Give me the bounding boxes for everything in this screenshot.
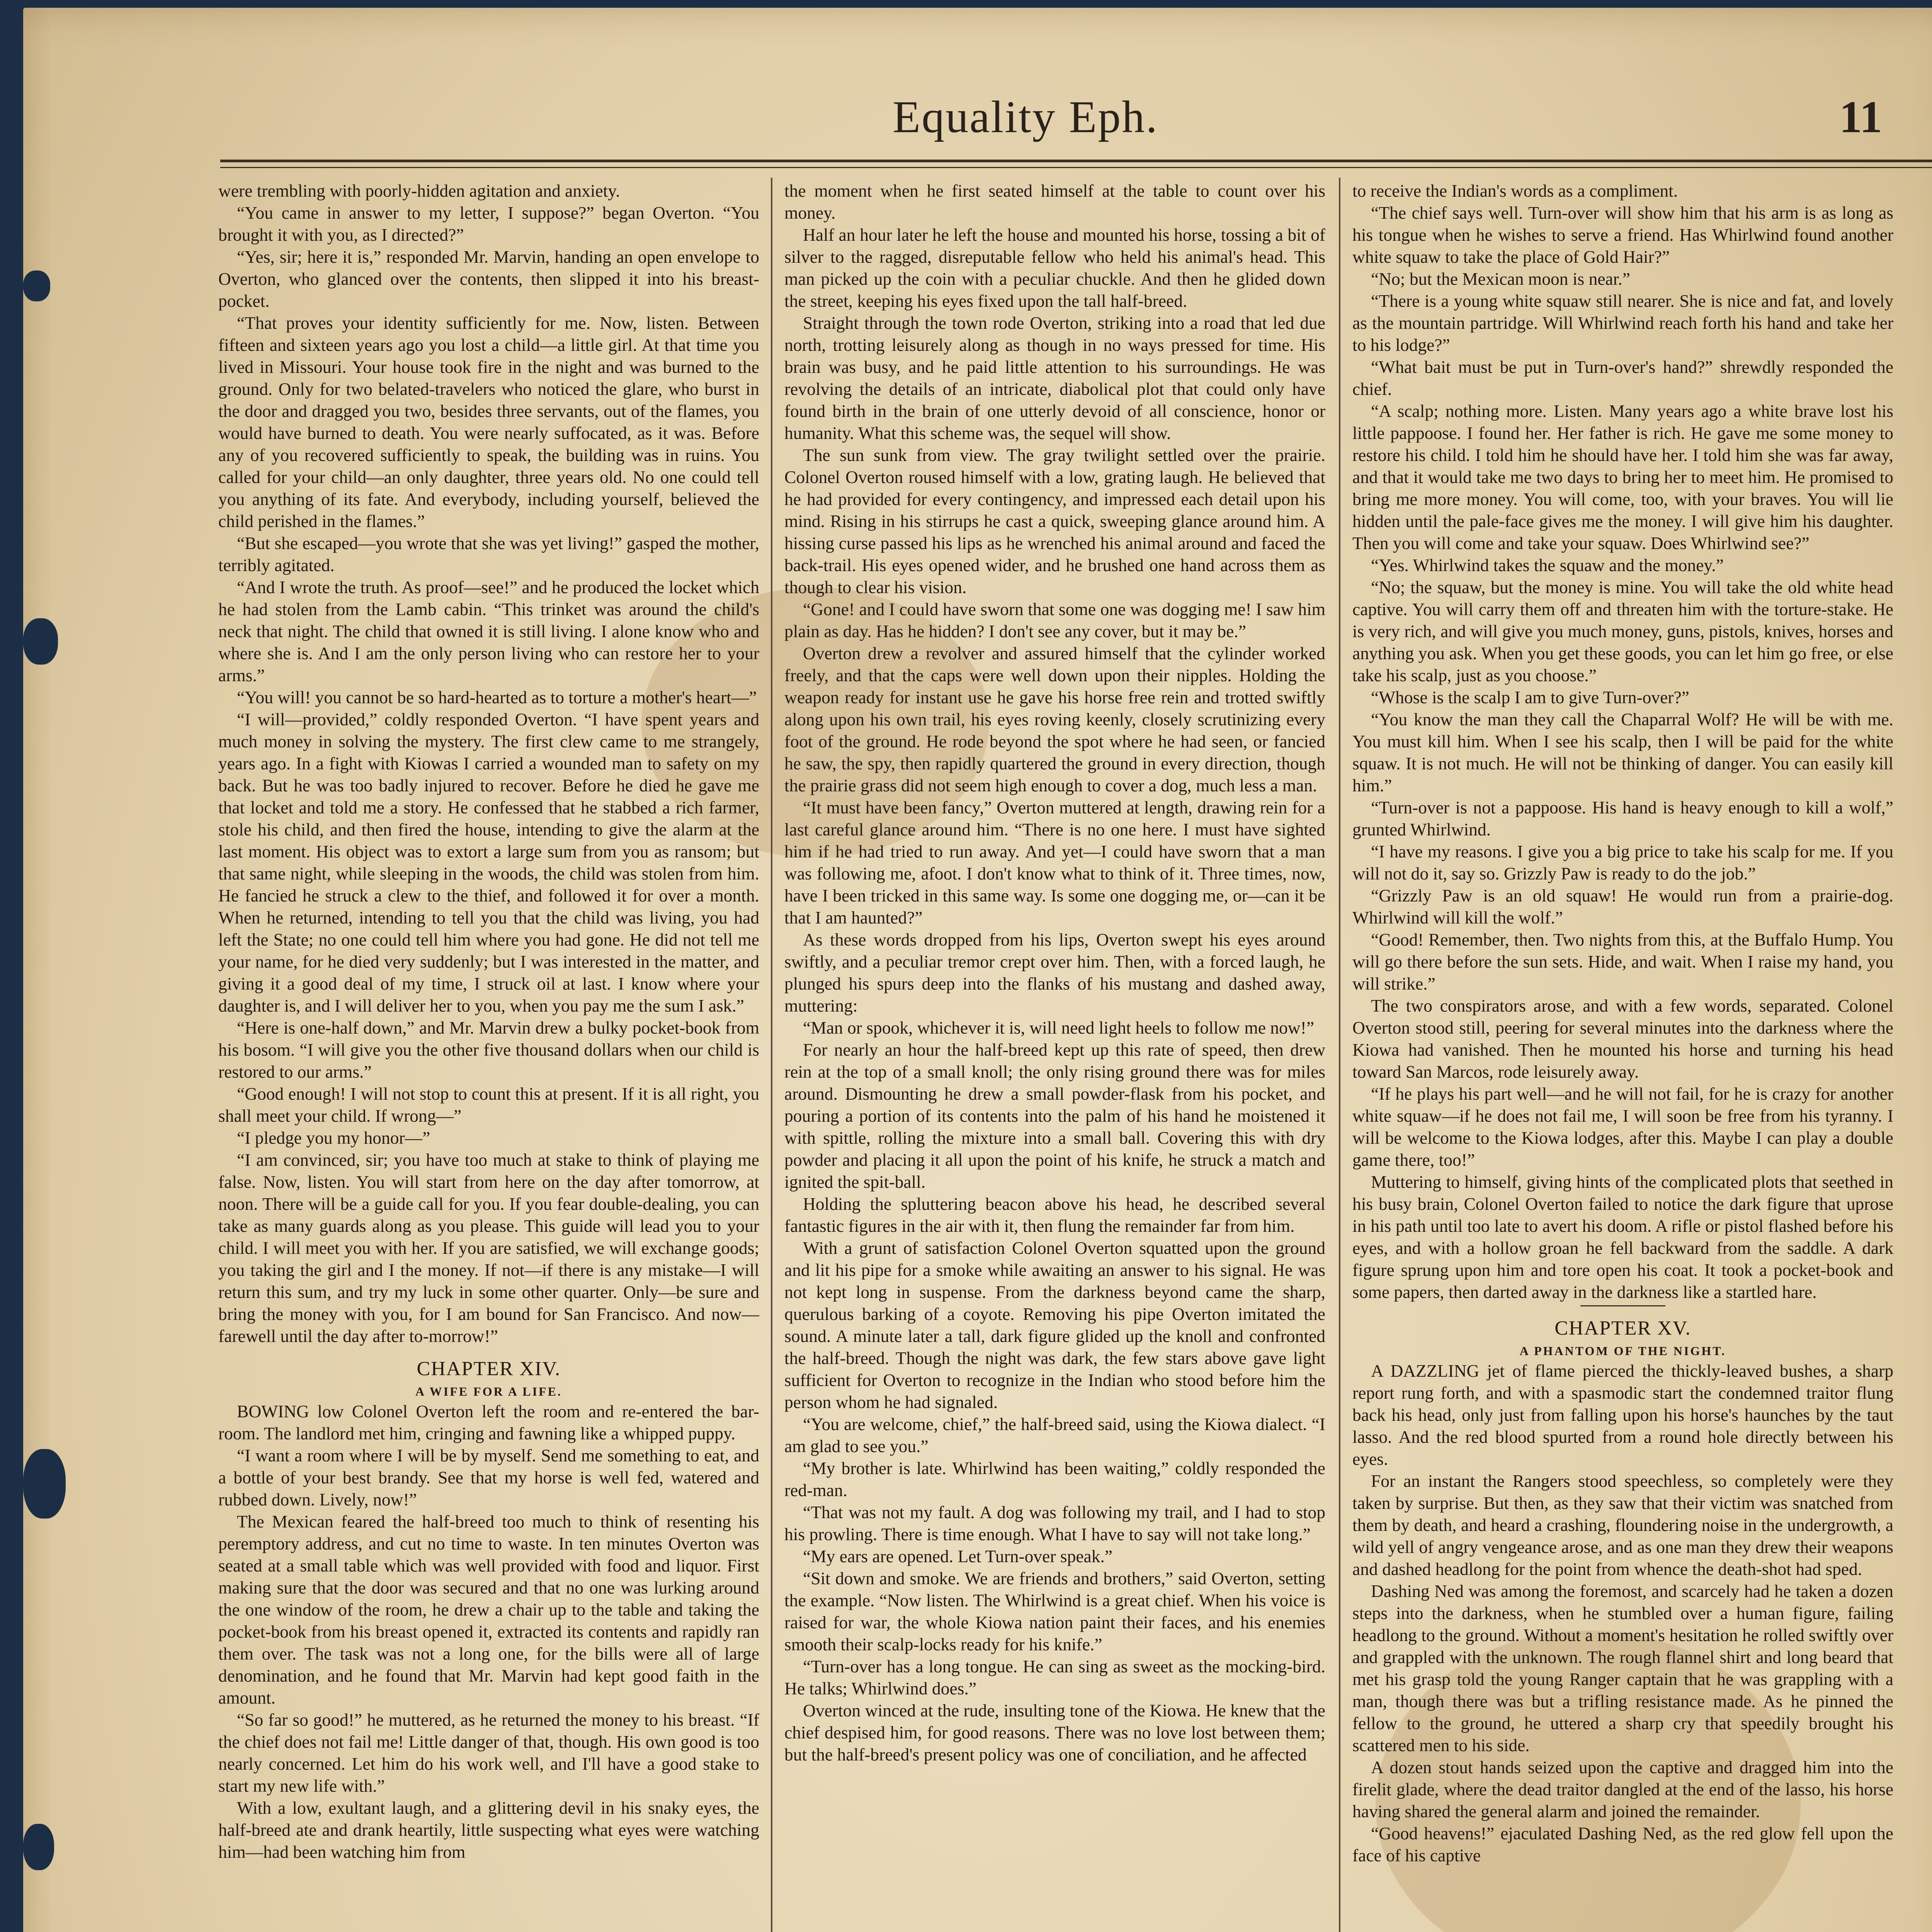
chapter-heading: CHAPTER XV.: [1554, 1317, 1691, 1339]
paragraph: “Whose is the scalp I am to give Turn-over?”: [1371, 687, 1689, 707]
text-column-3: [1352, 180, 1893, 1932]
paragraph: “You came in answer to my letter, I suppose?” began Overton. “You brought it with you, as I directed?”: [218, 203, 759, 245]
paragraph: With a low, exultant laugh, and a glittering devil in his snaky eyes, the half-breed ate and drank heartily, little suspecting what eyes were watching him—had been watching him from: [218, 1798, 759, 1862]
paragraph: “Here is one-half down,” and Mr. Marvin drew a bulky pocket-book from his bosom. “I will give you the other five thousand dollars when our child is restored to our arms.”: [218, 1018, 759, 1082]
paragraph: “I will—provided,” coldly responded Overton. “I have spent years and much money in solving the mystery. The first clew came to me strangely, years ago. In a fight with Kiowas I carried a wounded man to safety on my back. But he was too badly injured to recover. Before he died he gave me that locket and told me a story. He confessed that he stabbed a rich farmer, stole his child, and then fired the house, intending to give the alarm at the last moment. His object was to extort a large sum from you as ransom; but that same night, while sleeping in the woods, the child was stolen from him. He fancied he struck a clew to the thief, and followed it for over a month. When he returned, intending to tell you that the child was living, you had left the State; no one could tell him where you had gone. He did not tell me your name, for he died very suddenly; but I was interested in the matter, and giving it a good deal of my time, I struck oil at last. I know where your daughter is, and I will deliver her to you, when you pay me the sum I ask.”: [218, 709, 759, 1015]
paragraph: to receive the Indian's words as a compliment.: [1352, 181, 1678, 201]
paragraph: BOWING low Colonel Overton left the room and re-entered the bar-room. The landlord met him, cringing and fawning like a whipped puppy.: [218, 1401, 759, 1443]
binding-hole: [23, 1449, 66, 1519]
paragraph: The sun sunk from view. The gray twilight settled over the prairie. Colonel Overton roused himself with a low, grating laugh. He believed that he had provided for every contingency, and impressed each detail upon his mind. Rising in his stirrups he cast a quick, sweeping glance around him. A hissing curse passed his lips as he wrenched his animal around and faced the back-trail. His eyes opened wider, and he brushed one hand across them as though to clear his vision.: [784, 445, 1325, 597]
paragraph: “You know the man they call the Chaparral Wolf? He will be with me. You must kill him. When I see his scalp, then I will be paid for the white squaw. It is not much. He will not be thinking of danger. You can easily kill him.”: [1352, 709, 1893, 795]
binding-hole: [23, 1824, 54, 1870]
paragraph: A dozen stout hands seized upon the captive and dragged him into the firelit glade, where the dead traitor dangled at the end of the lasso, his horse having shared the general alarm and joined the remainder.: [1352, 1757, 1893, 1821]
paragraph: “But she escaped—you wrote that she was yet living!” gasped the mother, terribly agitated.: [218, 533, 759, 575]
paragraph: “Turn-over is not a pappoose. His hand is heavy enough to kill a wolf,” grunted Whirlwind.: [1352, 798, 1893, 839]
paragraph: “My ears are opened. Let Turn-over speak.”: [803, 1546, 1113, 1566]
paragraph: were trembling with poorly-hidden agitation and anxiety.: [218, 181, 620, 201]
paragraph: “Yes, sir; here it is,” responded Mr. Marvin, handing an open envelope to Overton, who glanced over the contents, then slipped it into his breast-pocket.: [218, 247, 759, 311]
paragraph: “Good! Remember, then. Two nights from this, at the Buffalo Hump. You will go there before the sun sets. Hide, and wait. When I raise my hand, you will strike.”: [1352, 930, 1893, 993]
paragraph: “Grizzly Paw is an old squaw! He would run from a prairie-dog. Whirlwind will kill the wolf.”: [1352, 886, 1893, 927]
paragraph: Dashing Ned was among the foremost, and scarcely had he taken a dozen steps into the darkness, when he stumbled over a human figure, failing headlong to the ground. Without a moment's hesitation he rolled swiftly over and grappled with the unknown. The rough flannel shirt and long beard that met his grasp told the young Ranger captain that he was grappling with a man, though there was but a trifling resistance made. As he pinned the fellow to the ground, he uttered a sharp cry that speedily brought his scattered men to his side.: [1352, 1581, 1893, 1755]
paragraph: “Yes. Whirlwind takes the squaw and the money.”: [1371, 555, 1724, 575]
paragraph: “What bait must be put in Turn-over's hand?” shrewdly responded the chief.: [1352, 357, 1893, 399]
page-number: 11: [1839, 92, 1883, 142]
paragraph: Overton drew a revolver and assured himself that the cylinder worked freely, and that the caps were well down upon their nipples. Holding the weapon ready for instant use he gave his horse free rein and trotted swiftly along upon his own trail, his eyes roving keenly, closely scrutinizing every foot of the ground. He rode beyond the spot where he had seen, or fancied he saw, the spy, then rapidly quartered the ground in every direction, though the prairie grass did not seem high enough to cover a dog, much less a man.: [784, 643, 1325, 795]
paragraph: “No; the squaw, but the money is mine. You will take the old white head captive. You will carry them off and threaten him with the torture-stake. He is very rich, and will give you much money, guns, pistols, knives, horses and anything you ask. When you get these goods, you can let him go free, or else take his scalp, just as you choose.”: [1352, 577, 1893, 685]
paragraph: “My brother is late. Whirlwind has been waiting,” coldly responded the red-man.: [784, 1458, 1325, 1500]
paragraph: “Turn-over has a long tongue. He can sing as sweet as the mocking-bird. He talks; Whirlwind does.”: [784, 1656, 1325, 1698]
paragraph: “Gone! and I could have sworn that some one was dogging me! I saw him plain as day. Has he hidden? I don't see any cover, but it may be.”: [784, 599, 1325, 641]
paragraph: “That proves your identity sufficiently for me. Now, listen. Between fifteen and sixteen years ago you lost a child—a little girl. At that time you lived in Missouri. Your house took fire in the night and was burned to the ground. Only for two belated-travelers who noticed the glare, who burst in the door and dragged you two, besides three servants, out of the flames, you would have burned to death. You were nearly suffocated, as it was. Before any of you recovered sufficiently to speak, the building was in ruins. You called for your child—an only daughter, three years old. No one could tell you anything of its fate. And everybody, including yourself, believed the child perished in the flames.”: [218, 313, 759, 531]
paragraph: Half an hour later he left the house and mounted his horse, tossing a bit of silver to the ragged, disreputable fellow who held his animal's head. This man picked up the coin with a peculiar chuckle. And then he glided down the street, keeping his eyes fixed upon the tall half-breed.: [784, 225, 1325, 311]
text-column-2: [784, 180, 1325, 1932]
paragraph: “It must have been fancy,” Overton muttered at length, drawing rein for a last careful glance around him. “There is no one here. I must have sighted him if he had tried to run away. And yet—I could have sworn that a man was following me, afoot. I don't know what to think of it. Three times, now, have I been tricked in this same way. Is some one dogging me, or—can it be that I am haunted?”: [784, 798, 1325, 927]
paragraph: “Good heavens!” ejaculated Dashing Ned, as the red glow fell upon the face of his captive: [1352, 1823, 1893, 1865]
paragraph: For an instant the Rangers stood speechless, so completely were they taken by surprise. But then, as they saw that their victim was snatched from them by death, and heard a crashing, floundering noise in the undergrowth, a wild yell of angry vengeance arose, and as one man they drew their weapons and dashed headlong for the point from whence the death-shot had sped.: [1352, 1471, 1893, 1579]
running-header-title: Equality Eph.: [893, 92, 1158, 142]
paragraph: the moment when he first seated himself at the table to count over his money.: [784, 181, 1325, 223]
paragraph: “There is a young white squaw still nearer. She is nice and fat, and lovely as the mountain partridge. Will Whirlwind reach forth his hand and take her to his lodge?”: [1352, 291, 1893, 355]
header-rule: [220, 160, 1932, 162]
paragraph: A DAZZLING jet of flame pierced the thickly-leaved bushes, a sharp report rung forth, and with a spasmodic start the condemned traitor flung back his head, only just from falling upon his horse's haunches by the taut lasso. And the red blood spurted from a round hole directly between his eyes.: [1352, 1361, 1893, 1469]
paragraph: “So far so good!” he muttered, as he returned the money to his breast. “If the chief does not fail me! Little danger of that, though. His own good is too nearly concerned. Let him do his work well, and I'll have a good stake to start my new life with.”: [218, 1710, 759, 1796]
paragraph: “That was not my fault. A dog was following my trail, and I had to stop his prowling. There is time enough. What I have to say will not take long.”: [784, 1502, 1325, 1544]
newspaper-page: [23, 8, 1932, 1932]
paragraph: Straight through the town rode Overton, striking into a road that led due north, trotting leisurely along as though in no ways pressed for time. His brain was busy, and he paid little attention to his surroundings. He was revolving the details of an intricate, diabolical plot that could only have found birth in the brain of one utterly devoid of all conscience, honor or humanity. What this scheme was, the sequel will show.: [784, 313, 1325, 443]
binding-hole: [23, 618, 58, 665]
paragraph: “A scalp; nothing more. Listen. Many years ago a white brave lost his little pappoose. I found her. Her father is rich. He gave me some money to restore his child. I told him he should have her. I told him she was far away, and that it would take me two days to bring her to meet him. He promised to bring me more money. You will come, too, with your braves. You will lie hidden until the pale-face gives me the money. I will give him his daughter. Then you will come and take your squaw. Does Whirlwind see?”: [1352, 401, 1893, 553]
paragraph: “The chief says well. Turn-over will show him that his arm is as long as his tongue when he wishes to serve a friend. Has Whirlwind found another white squaw to take the place of Gold Hair?”: [1352, 203, 1893, 267]
paragraph: The Mexican feared the half-breed too much to think of resenting his peremptory address, and cut no time to waste. In ten minutes Overton was seated at a small table which was well provided with food and liquor. First making sure that the door was secured and that no one was lurking around the one window of the room, he drew a chair up to the table and taking the pocket-book from his breast opened it, extracted its contents and rapidly ran them over. The task was not a long one, for the bills were all of large denomination, and he found that Mr. Marvin had kept good faith in the amount.: [218, 1512, 759, 1708]
paragraph: “I am convinced, sir; you have too much at stake to think of playing me false. Now, listen. You will start from here on the day after tomorrow, at noon. There will be a guide call for you. If you fear double-dealing, you can take as many guards along as you please. This guide will lead you to your child. I will meet you with her. If you are satisfied, we will exchange goods; you taking the girl and I the money. If not—if there is any mistake—I will return this sum, and try my luck in some other quarter. Only—be sure and bring the money with you, for I am bound for San Francisco. And now—farewell until the day after to-morrow!”: [218, 1150, 759, 1346]
paragraph: Overton winced at the rude, insulting tone of the Kiowa. He knew that the chief despised him, for good reasons. There was no love lost between them; but the half-breed's present policy was one of conciliation, and he affected: [784, 1701, 1325, 1764]
paragraph: “No; but the Mexican moon is near.”: [1371, 269, 1630, 289]
paragraph: Holding the spluttering beacon above his head, he described several fantastic figures in the air with it, then flung the remainder far from him.: [784, 1194, 1325, 1236]
paragraph: For nearly an hour the half-breed kept up this rate of speed, then drew rein at the top of a small knoll; the only rising ground there was for miles around. Dismounting he drew a small powder-flask from his pocket, and pouring a portion of its contents into the palm of his hand he moistened it with spittle, rolling the mixture into a small ball. Covering this with dry powder and placing it all upon the point of his knife, he struck a match and ignited the spit-ball.: [784, 1040, 1325, 1192]
chapter-subtitle: A WIFE FOR A LIFE.: [415, 1384, 562, 1398]
paragraph: “If he plays his part well—and he will not fail, for he is crazy for another white squaw—if he does not fail me, I will soon be free from his tyranny. I will be welcome to the Kiowa lodges, after this. Maybe I can play a double game there, too!”: [1352, 1084, 1893, 1170]
column-divider: [771, 178, 772, 1932]
section-rule: [1580, 1305, 1665, 1306]
paragraph: With a grunt of satisfaction Colonel Overton squatted upon the ground and lit his pipe for a smoke while awaiting an answer to his signal. He was not kept long in suspense. From the darkness beyond came the sharp, querulous barking of a coyote. Removing his pipe Overton imitated the sound. A minute later a tall, dark figure glided up the knoll and confronted the half-breed. Though the night was dark, the few stars above gave light sufficient for Overton to recognize in the Indian who stood before him the person whom he had signaled.: [784, 1238, 1325, 1412]
paragraph: Muttering to himself, giving hints of the complicated plots that seethed in his busy brain, Colonel Overton failed to notice the dark figure that uprose in his path until too late to avert his doom. A rifle or pistol flashed before his eyes, and with a hollow groan he fell backward from the saddle. A dark figure sprung upon him and tore open his coat. It took a pocket-book and some papers, then darted away in the darkness like a startled hare.: [1352, 1172, 1893, 1302]
paragraph: “And I wrote the truth. As proof—see!” and he produced the locket which he had stolen from the Lamb cabin. “This trinket was around the child's neck that night. The child that owned it is still living. I alone know who and where she is. And I am the only person living who can restore her to your arms.”: [218, 577, 759, 685]
header-rule-thin: [220, 167, 1932, 168]
column-divider: [1339, 178, 1340, 1932]
paragraph: “Man or spook, whichever it is, will need light heels to follow me now!”: [803, 1018, 1315, 1037]
paragraph: “I want a room where I will be by myself. Send me something to eat, and a bottle of your best brandy. See that my horse is well fed, watered and rubbed down. Lively, now!”: [218, 1446, 759, 1509]
text-column-1: [218, 180, 759, 1932]
paragraph: “Sit down and smoke. We are friends and brothers,” said Overton, setting the example. “Now listen. The Whirlwind is a great chief. When his voice is raised for war, the whole Kiowa nation paint their faces, and his enemies smooth their scalp-locks ready for his knife.”: [784, 1568, 1325, 1654]
chapter-heading: CHAPTER XIV.: [417, 1358, 561, 1380]
paragraph: The two conspirators arose, and with a few words, separated. Colonel Overton stood still, peering for several minutes into the darkness where the Kiowa had vanished. Then he mounted his horse and turning his head toward San Marcos, rode leisurely away.: [1352, 996, 1893, 1082]
paragraph: “I have my reasons. I give you a big price to take his scalp for me. If you will not do it, say so. Grizzly Paw is ready to do the job.”: [1352, 842, 1893, 883]
chapter-subtitle: A PHANTOM OF THE NIGHT.: [1519, 1344, 1726, 1358]
paragraph: As these words dropped from his lips, Overton swept his eyes around swiftly, and a peculiar tremor crept over him. Then, with a forced laugh, he plunged his spurs deep into the flanks of his mustang and dashed away, muttering:: [784, 930, 1325, 1015]
paragraph: “I pledge you my honor—”: [237, 1128, 430, 1148]
binding-hole: [23, 270, 50, 301]
paragraph: “You are welcome, chief,” the half-breed said, using the Kiowa dialect. “I am glad to see you.”: [784, 1414, 1325, 1456]
paragraph: “You will! you cannot be so hard-hearted as to torture a mother's heart—”: [237, 687, 757, 707]
paragraph: “Good enough! I will not stop to count this at present. If it is all right, you shall meet your child. If wrong—”: [218, 1084, 759, 1126]
